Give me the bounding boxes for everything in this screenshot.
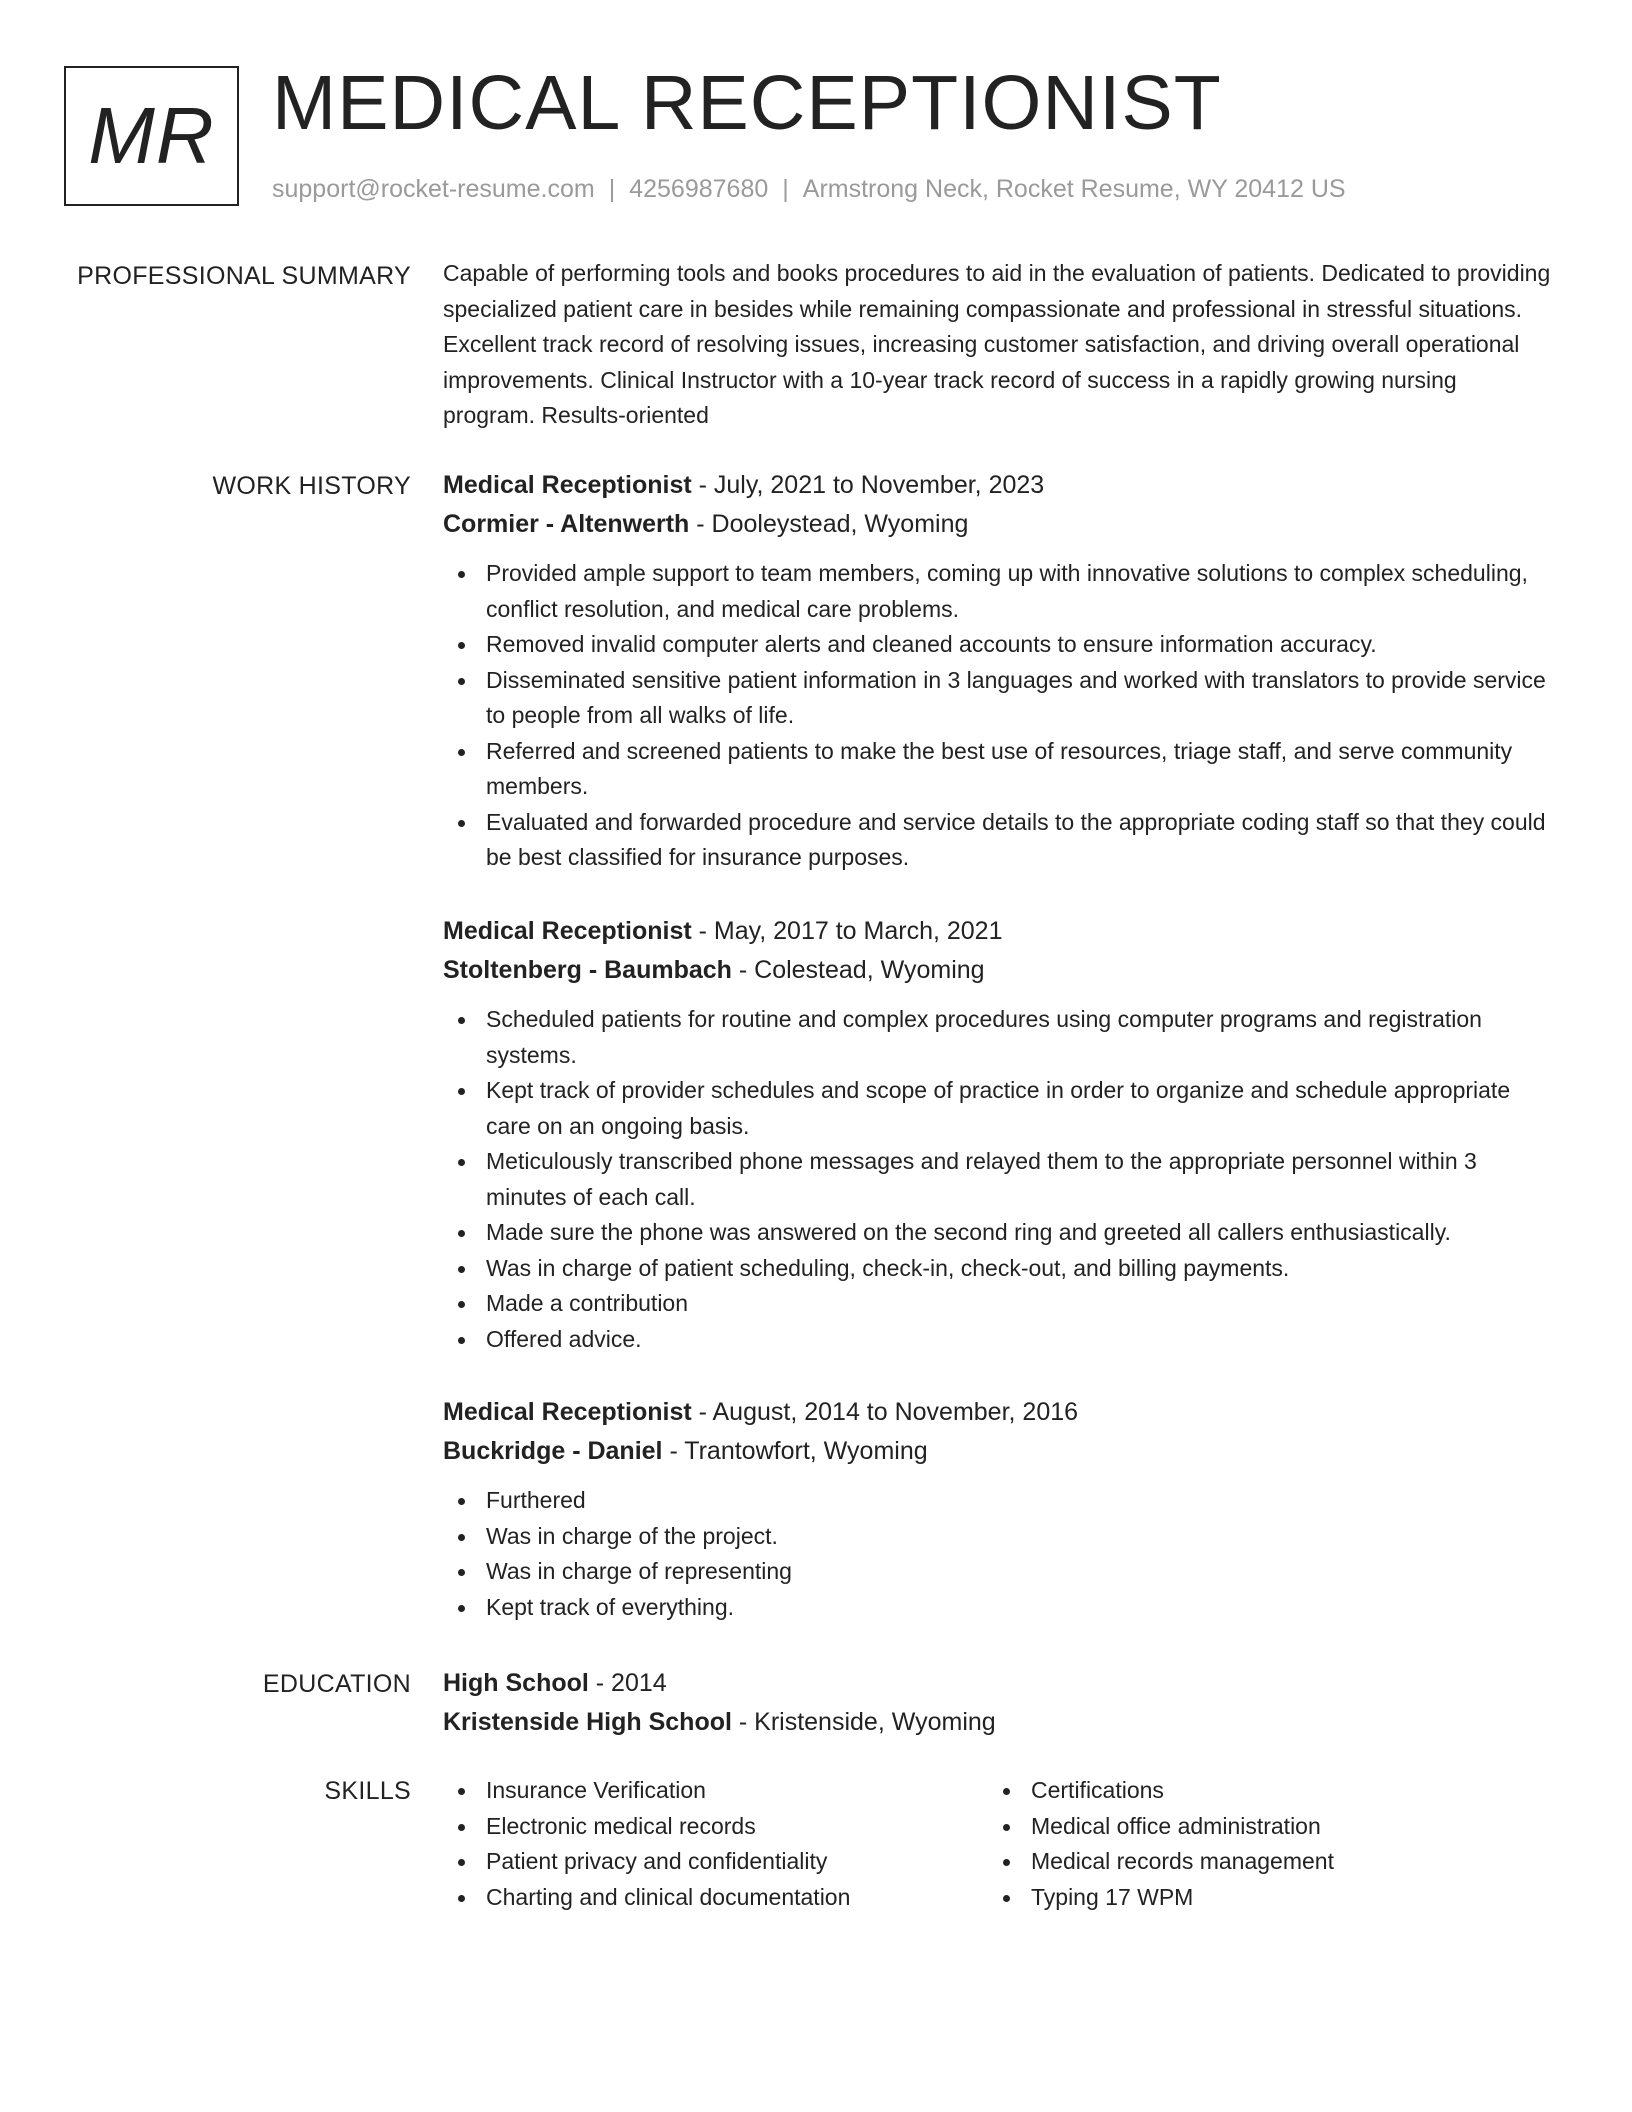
education-school-line — [443, 1703, 1553, 1742]
education-heading: EDUCATION — [262, 1670, 411, 1698]
job-entry — [443, 1393, 1553, 1625]
skill-item: Insurance Verification — [443, 1773, 983, 1809]
job-bullet: Made a contribution — [443, 1286, 1553, 1322]
education-degree: High School — [443, 1669, 589, 1697]
job-bullet: Removed invalid computer alerts and cleaned accounts to ensure information accuracy. — [443, 627, 1553, 663]
work-history-heading: WORK HISTORY — [212, 472, 411, 500]
contact-line — [272, 172, 1346, 206]
job-bullet: Made sure the phone was answered on the second ring and greeted all callers enthusiastically. — [443, 1215, 1553, 1251]
job-bullet: Referred and screened patients to make the best use of resources, triage staff, and serve community members. — [443, 734, 1553, 805]
job-location: - Trantowfort, Wyoming — [662, 1437, 928, 1465]
skill-item: Patient privacy and confidentiality — [443, 1844, 983, 1880]
skill-item: Electronic medical records — [443, 1809, 983, 1845]
job-company: Buckridge - Daniel — [443, 1437, 663, 1465]
skills-list — [443, 1773, 983, 1915]
job-bullet: Kept track of everything. — [443, 1590, 1553, 1626]
job-entry — [443, 466, 1553, 876]
skills-heading: SKILLS — [324, 1777, 411, 1805]
job-entry — [443, 912, 1553, 1357]
job-title: Medical Receptionist — [443, 1398, 692, 1426]
skills-column-left — [443, 1773, 983, 1915]
job-bullet: Furthered — [443, 1483, 1553, 1519]
job-company: Stoltenberg - Baumbach — [443, 956, 732, 984]
job-dates: - May, 2017 to March, 2021 — [691, 917, 1003, 945]
job-company-line — [443, 1432, 1553, 1471]
job-bullets — [443, 1002, 1553, 1357]
skill-item: Certifications — [988, 1773, 1528, 1809]
contact-address: Armstrong Neck, Rocket Resume, WY 20412 US — [802, 175, 1346, 203]
job-dates: - July, 2021 to November, 2023 — [691, 471, 1045, 499]
job-bullet: Provided ample support to team members, coming up with innovative solutions to complex scheduling, conflict resolution, and medical care problems. — [443, 556, 1553, 627]
job-bullets — [443, 556, 1553, 876]
skills-list — [988, 1773, 1528, 1915]
job-title: Medical Receptionist — [443, 471, 692, 499]
job-title-line — [443, 912, 1553, 951]
education-school: Kristenside High School — [443, 1708, 732, 1736]
job-bullets — [443, 1483, 1553, 1625]
skills-column-right — [988, 1773, 1528, 1915]
summary-heading: PROFESSIONAL SUMMARY — [77, 262, 411, 290]
contact-email[interactable]: support@rocket-resume.com — [272, 175, 595, 203]
skill-item: Typing 17 WPM — [988, 1880, 1528, 1916]
education-body — [443, 1664, 1553, 1742]
summary-text: Capable of performing tools and books procedures to aid in the evaluation of patients. Dedicated to providing specialized patient care in besides while remaining compassionate and professional in stressful situations. Excellent track record of resolving issues, increasing customer satisfaction, and driving overall operational improvements. Clinical Instructor with a 10-year track record of success in a rapidly growing nursing program. Results-oriented — [443, 260, 1551, 428]
education-location: - Kristenside, Wyoming — [731, 1708, 996, 1736]
education-degree-line — [443, 1664, 1553, 1703]
job-company-line — [443, 951, 1553, 990]
contact-separator: | — [608, 175, 616, 203]
contact-separator: | — [782, 175, 789, 203]
job-dates: - August, 2014 to November, 2016 — [691, 1398, 1079, 1426]
job-bullet: Was in charge of patient scheduling, check-in, check-out, and billing payments. — [443, 1251, 1553, 1287]
skill-item: Charting and clinical documentation — [443, 1880, 983, 1916]
job-bullet: Meticulously transcribed phone messages and relayed them to the appropriate personnel within 3 minutes of each call. — [443, 1144, 1553, 1215]
job-company-line — [443, 505, 1553, 544]
contact-phone[interactable]: 4256987680 — [629, 175, 769, 203]
monogram-logo: MR — [64, 66, 239, 206]
job-bullet: Scheduled patients for routine and complex procedures using computer programs and registration systems. — [443, 1002, 1553, 1073]
job-bullet: Offered advice. — [443, 1322, 1553, 1358]
job-company: Cormier - Altenwerth — [443, 510, 690, 538]
skill-item: Medical records management — [988, 1844, 1528, 1880]
resume-title: MEDICAL RECEPTIONIST — [272, 60, 1222, 146]
summary-body — [443, 256, 1553, 434]
job-bullet: Evaluated and forwarded procedure and service details to the appropriate coding staff so that they could be best classified for insurance purposes. — [443, 805, 1553, 876]
job-title: Medical Receptionist — [443, 917, 692, 945]
education-year: - 2014 — [588, 1669, 667, 1697]
job-bullet: Kept track of provider schedules and scope of practice in order to organize and schedule appropriate care on an ongoing basis. — [443, 1073, 1553, 1144]
job-title-line — [443, 466, 1553, 505]
job-bullet: Disseminated sensitive patient information in 3 languages and worked with translators to provide service to people from all walks of life. — [443, 663, 1553, 734]
job-title-line — [443, 1393, 1553, 1432]
skill-item: Medical office administration — [988, 1809, 1528, 1845]
job-location: - Dooleystead, Wyoming — [689, 510, 969, 538]
job-bullet: Was in charge of the project. — [443, 1519, 1553, 1555]
job-bullet: Was in charge of representing — [443, 1554, 1553, 1590]
job-location: - Colestead, Wyoming — [731, 956, 985, 984]
